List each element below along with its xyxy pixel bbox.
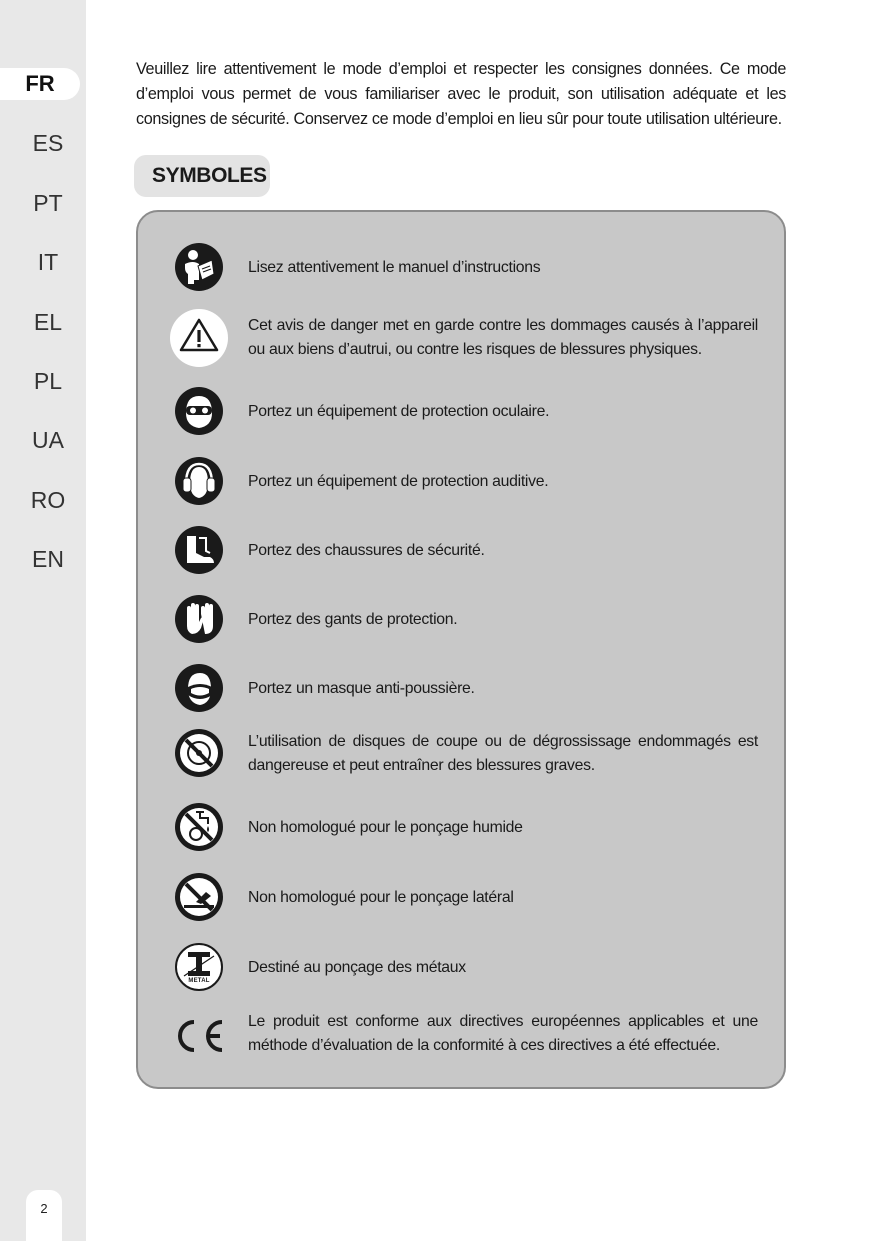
symbol-text: Portez un équipement de protection oculaire.	[248, 403, 550, 420]
lang-tab-pl[interactable]: PL	[33, 368, 63, 394]
metal-icon	[174, 942, 224, 992]
lang-tab-active[interactable]: FR	[0, 68, 80, 100]
symbols-panel	[136, 210, 786, 1089]
symbol-text: Lisez attentivement le manuel d’instructions	[248, 259, 541, 276]
read-manual-icon	[174, 242, 224, 292]
ce-mark-icon	[168, 1016, 228, 1056]
symbol-text: Portez un équipement de protection auditive.	[248, 473, 549, 490]
warning-triangle-icon	[169, 308, 229, 368]
no-wet-sanding-icon	[174, 802, 224, 852]
dust-mask-icon	[174, 663, 224, 713]
symbol-text: L’utilisation de disques de coupe ou de dégrossissage endommagés est dangereuse et peut entraîner des blessures graves.	[248, 733, 758, 774]
lang-tab-ua[interactable]: UA	[32, 427, 64, 453]
symbol-text: Portez des chaussures de sécurité.	[248, 542, 485, 559]
intro-paragraph: Veuillez lire attentivement le mode d’emploi et respecter les consignes données. Ce mode d’emploi vous permet de vous familiariser avec le produit, son utilisation adéquate et les consignes de sécurité. Conservez ce mode d’emploi en lieu sûr pour toute utilisation ultérieure.	[136, 60, 786, 128]
lang-tab-pt[interactable]: PT	[33, 190, 63, 216]
symbol-text: Non homologué pour le ponçage humide	[248, 819, 523, 836]
ear-protection-icon	[174, 456, 224, 506]
lang-tab-ro[interactable]: RO	[30, 487, 66, 513]
symbol-text: Cet avis de danger met en garde contre les dommages causés à l’appareil ou aux biens d’autrui, ou contre les risques de blessures physiques.	[248, 317, 758, 358]
symbol-text: Portez des gants de protection.	[248, 611, 458, 628]
page-number: 2	[26, 1190, 62, 1241]
symbol-text: Le produit est conforme aux directives européennes applicables et une méthode d’évaluation de la conformité à ces directives a été effectuée.	[248, 1013, 758, 1054]
lang-tab-it[interactable]: IT	[37, 249, 59, 275]
language-sidebar	[0, 0, 86, 1241]
protective-gloves-icon	[174, 594, 224, 644]
eye-protection-icon	[174, 386, 224, 436]
symbol-text: Portez un masque anti-poussière.	[248, 680, 475, 697]
symbol-text: Non homologué pour le ponçage latéral	[248, 889, 514, 906]
symbol-text: Destiné au ponçage des métaux	[248, 959, 466, 976]
section-heading: SYMBOLES	[134, 155, 270, 197]
no-side-sanding-icon	[174, 872, 224, 922]
safety-boots-icon	[174, 525, 224, 575]
metal-label: METAL	[188, 978, 210, 984]
lang-tab-en[interactable]: EN	[32, 546, 64, 572]
lang-tab-el[interactable]: EL	[33, 309, 63, 335]
no-damaged-disc-icon	[174, 728, 224, 778]
lang-tab-es[interactable]: ES	[32, 130, 64, 156]
